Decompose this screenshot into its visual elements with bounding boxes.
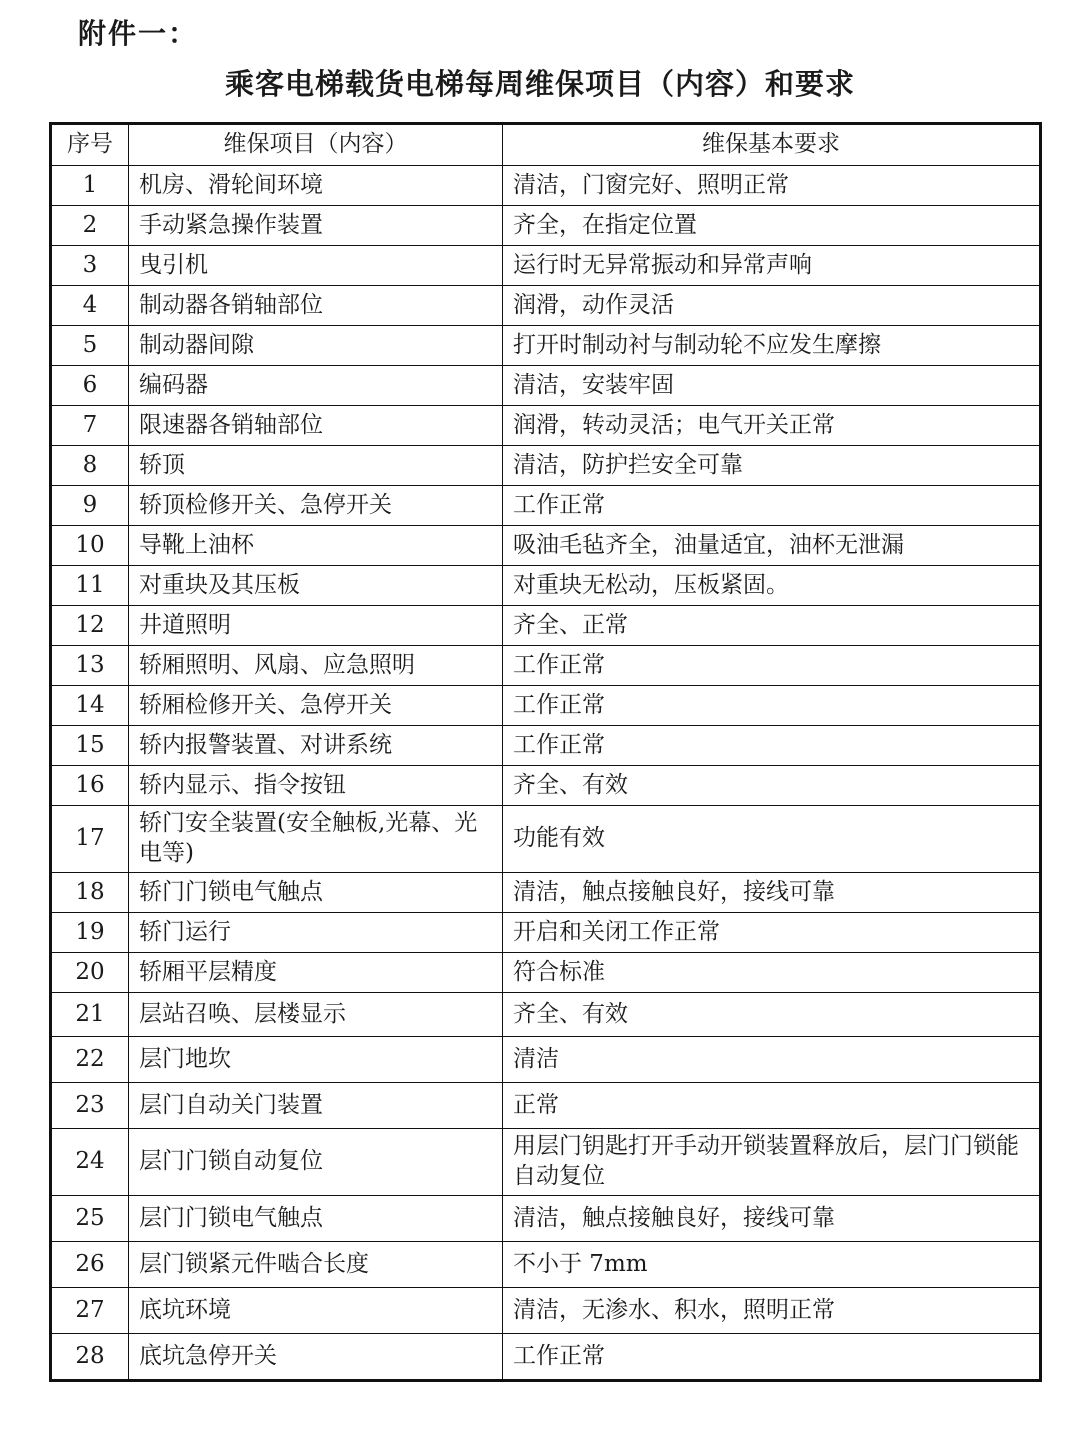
row-requirement: 清洁，触点接触良好，接线可靠 bbox=[503, 1196, 1041, 1242]
table-row bbox=[51, 366, 1041, 406]
table-row bbox=[51, 913, 1041, 953]
table-row bbox=[51, 1083, 1041, 1129]
table-row bbox=[51, 526, 1041, 566]
row-requirement: 开启和关闭工作正常 bbox=[503, 913, 1041, 953]
row-item: 轿门门锁电气触点 bbox=[129, 873, 503, 913]
row-number: 3 bbox=[51, 246, 129, 286]
row-requirement: 润滑，转动灵活；电气开关正常 bbox=[503, 406, 1041, 446]
table-row bbox=[51, 326, 1041, 366]
row-requirement: 清洁，防护拦安全可靠 bbox=[503, 446, 1041, 486]
table-row bbox=[51, 206, 1041, 246]
row-item: 层门门锁电气触点 bbox=[129, 1196, 503, 1242]
row-number: 12 bbox=[51, 606, 129, 646]
table-row bbox=[51, 873, 1041, 913]
table-row bbox=[51, 406, 1041, 446]
row-requirement: 清洁，触点接触良好，接线可靠 bbox=[503, 873, 1041, 913]
row-item: 轿顶检修开关、急停开关 bbox=[129, 486, 503, 526]
row-requirement: 齐全、有效 bbox=[503, 766, 1041, 806]
row-requirement: 齐全、有效 bbox=[503, 993, 1041, 1037]
maintenance-table bbox=[49, 122, 1042, 1382]
row-number: 10 bbox=[51, 526, 129, 566]
row-item: 层站召唤、层楼显示 bbox=[129, 993, 503, 1037]
row-requirement: 运行时无异常振动和异常声响 bbox=[503, 246, 1041, 286]
table-row bbox=[51, 1037, 1041, 1083]
header-number: 序号 bbox=[51, 124, 129, 166]
table-row bbox=[51, 606, 1041, 646]
row-requirement: 功能有效 bbox=[503, 806, 1041, 873]
row-requirement: 打开时制动衬与制动轮不应发生摩擦 bbox=[503, 326, 1041, 366]
row-item: 对重块及其压板 bbox=[129, 566, 503, 606]
row-item: 轿内显示、指令按钮 bbox=[129, 766, 503, 806]
row-item: 轿门安全装置(安全触板,光幕、光电等) bbox=[129, 806, 503, 873]
table-row bbox=[51, 1129, 1041, 1196]
row-number: 14 bbox=[51, 686, 129, 726]
row-requirement: 清洁 bbox=[503, 1037, 1041, 1083]
row-requirement: 清洁，安装牢固 bbox=[503, 366, 1041, 406]
row-number: 19 bbox=[51, 913, 129, 953]
table-row bbox=[51, 1288, 1041, 1334]
row-requirement: 工作正常 bbox=[503, 646, 1041, 686]
row-item: 轿厢平层精度 bbox=[129, 953, 503, 993]
table-row bbox=[51, 1242, 1041, 1288]
table-row bbox=[51, 486, 1041, 526]
row-requirement: 符合标准 bbox=[503, 953, 1041, 993]
row-number: 25 bbox=[51, 1196, 129, 1242]
row-number: 18 bbox=[51, 873, 129, 913]
table-row bbox=[51, 993, 1041, 1037]
row-requirement: 正常 bbox=[503, 1083, 1041, 1129]
row-requirement: 润滑，动作灵活 bbox=[503, 286, 1041, 326]
row-item: 层门锁紧元件啮合长度 bbox=[129, 1242, 503, 1288]
row-number: 15 bbox=[51, 726, 129, 766]
row-number: 16 bbox=[51, 766, 129, 806]
row-item: 制动器各销轴部位 bbox=[129, 286, 503, 326]
table-row bbox=[51, 806, 1041, 873]
row-item: 轿厢照明、风扇、应急照明 bbox=[129, 646, 503, 686]
row-item: 层门自动关门装置 bbox=[129, 1083, 503, 1129]
row-requirement: 工作正常 bbox=[503, 1334, 1041, 1381]
row-item: 导靴上油杯 bbox=[129, 526, 503, 566]
row-number: 9 bbox=[51, 486, 129, 526]
row-number: 20 bbox=[51, 953, 129, 993]
row-requirement: 齐全、正常 bbox=[503, 606, 1041, 646]
document-title: 乘客电梯载货电梯每周维保项目（内容）和要求 bbox=[224, 67, 855, 101]
row-requirement: 工作正常 bbox=[503, 486, 1041, 526]
row-requirement: 用层门钥匙打开手动开锁装置释放后，层门门锁能自动复位 bbox=[503, 1129, 1041, 1196]
row-item: 层门地坎 bbox=[129, 1037, 503, 1083]
row-number: 27 bbox=[51, 1288, 129, 1334]
table-row bbox=[51, 286, 1041, 326]
row-number: 2 bbox=[51, 206, 129, 246]
row-number: 5 bbox=[51, 326, 129, 366]
row-item: 编码器 bbox=[129, 366, 503, 406]
row-number: 1 bbox=[51, 166, 129, 206]
row-number: 17 bbox=[51, 806, 129, 873]
table-row bbox=[51, 1334, 1041, 1381]
table-row bbox=[51, 1196, 1041, 1242]
row-item: 井道照明 bbox=[129, 606, 503, 646]
table-row bbox=[51, 646, 1041, 686]
header-requirement: 维保基本要求 bbox=[503, 124, 1041, 166]
row-number: 8 bbox=[51, 446, 129, 486]
row-requirement: 吸油毛毡齐全，油量适宜，油杯无泄漏 bbox=[503, 526, 1041, 566]
row-number: 24 bbox=[51, 1129, 129, 1196]
row-number: 13 bbox=[51, 646, 129, 686]
table-row bbox=[51, 686, 1041, 726]
row-item: 机房、滑轮间环境 bbox=[129, 166, 503, 206]
row-item: 轿门运行 bbox=[129, 913, 503, 953]
row-requirement: 清洁，门窗完好、照明正常 bbox=[503, 166, 1041, 206]
row-number: 6 bbox=[51, 366, 129, 406]
table-row bbox=[51, 446, 1041, 486]
table-row bbox=[51, 953, 1041, 993]
row-number: 26 bbox=[51, 1242, 129, 1288]
row-number: 7 bbox=[51, 406, 129, 446]
row-requirement: 对重块无松动，压板紧固。 bbox=[503, 566, 1041, 606]
row-requirement: 齐全，在指定位置 bbox=[503, 206, 1041, 246]
row-requirement: 工作正常 bbox=[503, 686, 1041, 726]
row-item: 轿厢检修开关、急停开关 bbox=[129, 686, 503, 726]
table-row bbox=[51, 726, 1041, 766]
table-row bbox=[51, 566, 1041, 606]
table-header-row bbox=[51, 124, 1041, 166]
row-item: 层门门锁自动复位 bbox=[129, 1129, 503, 1196]
row-requirement: 不小于 7mm bbox=[503, 1242, 1041, 1288]
row-item: 制动器间隙 bbox=[129, 326, 503, 366]
table-row bbox=[51, 166, 1041, 206]
row-number: 23 bbox=[51, 1083, 129, 1129]
row-item: 曳引机 bbox=[129, 246, 503, 286]
row-number: 28 bbox=[51, 1334, 129, 1381]
row-item: 轿顶 bbox=[129, 446, 503, 486]
row-number: 22 bbox=[51, 1037, 129, 1083]
row-requirement: 工作正常 bbox=[503, 726, 1041, 766]
row-number: 4 bbox=[51, 286, 129, 326]
row-item: 底坑环境 bbox=[129, 1288, 503, 1334]
row-requirement: 清洁，无渗水、积水，照明正常 bbox=[503, 1288, 1041, 1334]
row-item: 限速器各销轴部位 bbox=[129, 406, 503, 446]
row-item: 轿内报警装置、对讲系统 bbox=[129, 726, 503, 766]
table-row bbox=[51, 246, 1041, 286]
row-item: 底坑急停开关 bbox=[129, 1334, 503, 1381]
row-number: 21 bbox=[51, 993, 129, 1037]
row-number: 11 bbox=[51, 566, 129, 606]
row-item: 手动紧急操作装置 bbox=[129, 206, 503, 246]
attachment-label: 附件一： bbox=[78, 17, 199, 50]
header-item: 维保项目（内容） bbox=[129, 124, 503, 166]
table-row bbox=[51, 766, 1041, 806]
